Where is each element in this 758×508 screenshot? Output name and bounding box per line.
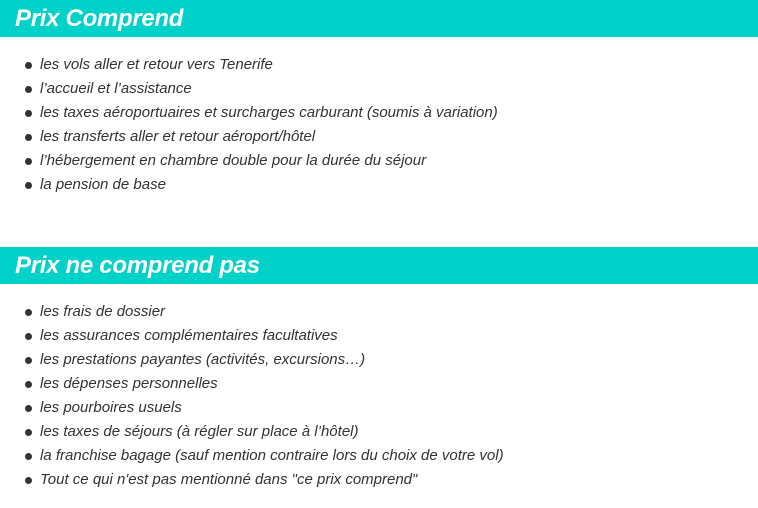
included-section-title: Prix Comprend — [0, 0, 758, 37]
list-item: les vols aller et retour vers Tenerife — [0, 53, 498, 77]
list-item: les transferts aller et retour aéroport/hôtel — [0, 125, 498, 149]
list-item: les assurances complémentaires facultatives — [0, 324, 504, 348]
bullet-icon — [25, 62, 32, 69]
excluded-section-title: Prix ne comprend pas — [0, 247, 758, 284]
bullet-icon — [25, 182, 32, 189]
bullet-icon — [25, 309, 32, 316]
excluded-list — [0, 300, 504, 492]
bullet-icon — [25, 110, 32, 117]
list-item: les dépenses personnelles — [0, 372, 504, 396]
bullet-icon — [25, 158, 32, 165]
bullet-icon — [25, 429, 32, 436]
bullet-icon — [25, 477, 32, 484]
list-item: l’hébergement en chambre double pour la durée du séjour — [0, 149, 498, 173]
bullet-icon — [25, 134, 32, 141]
bullet-icon — [25, 405, 32, 412]
bullet-icon — [25, 453, 32, 460]
list-item: la pension de base — [0, 173, 498, 197]
list-item: Tout ce qui n'est pas mentionné dans "ce prix comprend" — [0, 468, 504, 492]
list-item: les taxes aéroportuaires et surcharges carburant (soumis à variation) — [0, 101, 498, 125]
bullet-icon — [25, 381, 32, 388]
list-item: l’accueil et l’assistance — [0, 77, 498, 101]
list-item: les pourboires usuels — [0, 396, 504, 420]
list-item: la franchise bagage (sauf mention contraire lors du choix de votre vol) — [0, 444, 504, 468]
list-item: les taxes de séjours (à régler sur place à l’hôtel) — [0, 420, 504, 444]
bullet-icon — [25, 333, 32, 340]
bullet-icon — [25, 86, 32, 93]
included-list — [0, 53, 498, 197]
list-item: les prestations payantes (activités, excursions…) — [0, 348, 504, 372]
list-item: les frais de dossier — [0, 300, 504, 324]
bullet-icon — [25, 357, 32, 364]
